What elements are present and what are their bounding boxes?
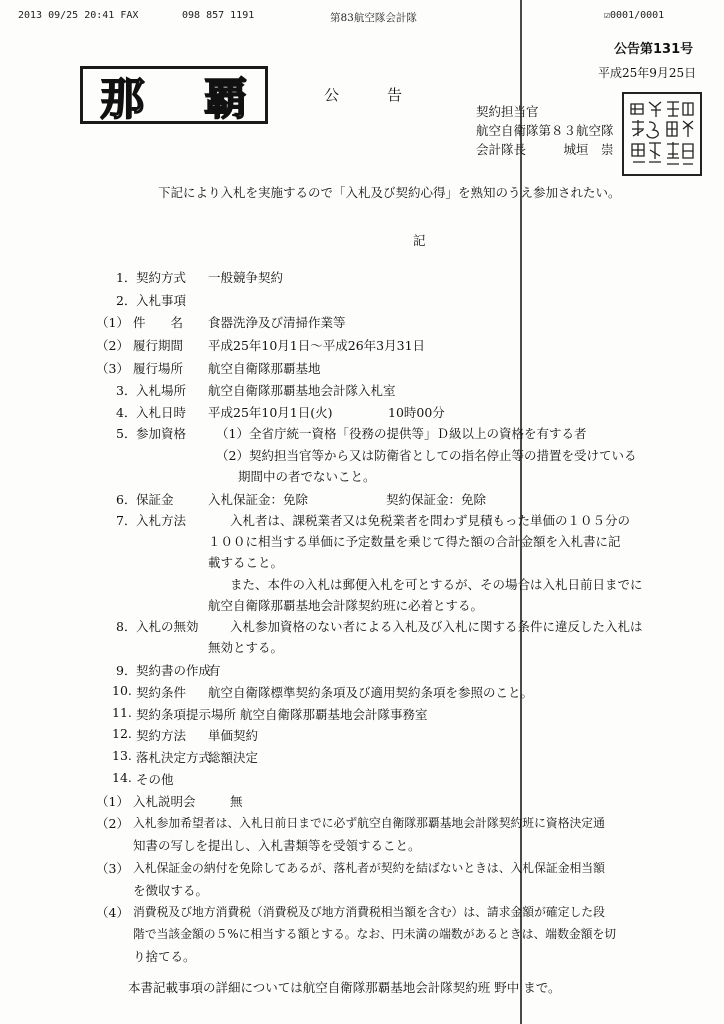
page-title: 公 告 [324, 86, 409, 104]
other-3-line-2: を徴収する。 [133, 883, 209, 898]
notice-number: 公告第131号 [614, 42, 694, 57]
item-13-value: 総額決定 [208, 750, 259, 765]
item-6-number: 6． [116, 492, 137, 507]
item-4-number: 4． [116, 405, 137, 420]
item-9-label: 契約書の作成 [136, 663, 212, 678]
sub-2-number: （2） [96, 338, 129, 353]
item-1-value: 一般競争契約 [208, 270, 284, 285]
item-8-line-1: 入札参加資格のない者による入札及び入札に関する条件に違反した入札は [230, 619, 643, 634]
fax-datetime: 2013 09/25 20:41 FAX [18, 10, 139, 21]
item-4-time: 10時00分 [388, 405, 445, 420]
item-14-label: その他 [136, 772, 174, 787]
other-2-line-2: 知書の写しを提出し、入札書類等を受領すること。 [133, 838, 421, 853]
item-8-number: 8． [116, 619, 137, 634]
other-3-line-1: 入札保証金の納付を免除してあるが、落札者が契約を結ばないときは、入札保証金相当額 [133, 861, 605, 875]
item-8-label: 入札の無効 [136, 619, 199, 634]
other-4-number: （4） [96, 905, 129, 920]
item-7-line-4: また、本件の入札は郵便入札を可とするが、その場合は入札日前日までに [230, 577, 643, 592]
sub-2-value: 平成25年10月1日～平成26年3月31日 [208, 338, 426, 353]
item-4-label: 入札日時 [136, 405, 187, 420]
issuer-title: 契約担当官 [476, 104, 539, 119]
item-5-label: 参加資格 [136, 426, 187, 441]
item-1-label: 契約方式 [136, 270, 187, 285]
notice-date: 平成25年9月25日 [598, 66, 697, 80]
item-7-label: 入札方法 [136, 513, 187, 528]
official-seal [622, 92, 702, 176]
item-7-line-1: 入札者は、課税業者又は免税業者を問わず見積もった単価の１０５分の [230, 513, 631, 528]
other-4-line-3: り捨てる。 [133, 949, 196, 964]
item-11-value: 航空自衛隊那覇基地会計隊事務室 [240, 707, 428, 722]
item-9-number: 9． [116, 663, 137, 678]
fax-number: 098 857 1191 [182, 10, 255, 21]
item-8-line-2: 無効とする。 [208, 640, 284, 655]
item-2-number: 2． [116, 293, 137, 308]
item-12-value: 単価契約 [208, 728, 259, 743]
seal-icon [627, 98, 697, 170]
closing-text: 本書記載事項の詳細については航空自衛隊那覇基地会計隊契約班 野中 まで。 [128, 980, 561, 995]
ki-heading: 記 [413, 233, 426, 248]
other-2-line-1: 入札参加希望者は、入札日前日までに必ず航空自衛隊那覇基地会計隊契約班に資格決定通 [133, 816, 605, 830]
item-7-line-3: 載すること。 [208, 555, 284, 570]
item-14-number: 14. [112, 770, 132, 785]
sub-3-value: 航空自衛隊那覇基地 [208, 361, 321, 376]
issuer-name: 会計隊長 城垣 崇 [476, 142, 614, 157]
item-3-label: 入札場所 [136, 383, 187, 398]
intro-text: 下記により入札を実施するので「入札及び契約心得」を熟知のうえ参加されたい。 [158, 185, 621, 200]
item-7-line-5: 航空自衛隊那覇基地会計隊契約班に必着とする。 [208, 598, 484, 613]
sub-1-number: （1） [96, 315, 129, 330]
item-13-label: 落札決定方式 [136, 750, 212, 765]
item-10-label: 契約条件 [136, 685, 187, 700]
item-4-value: 平成25年10月1日(火) [208, 405, 333, 420]
item-9-value: 有 [208, 663, 221, 678]
item-1-number: 1． [116, 270, 137, 285]
other-1-number: （1） [96, 794, 129, 809]
item-7-line-2: １００に相当する単価に予定数量を乗じて得た額の合計金額を入札書に記 [208, 534, 621, 549]
other-1-label: 入札説明会 [133, 794, 196, 809]
item-12-number: 12. [112, 726, 132, 741]
item-6-value-1: 入札保証金：免除 [208, 492, 309, 507]
issuer-org: 航空自衛隊第８３航空隊 [476, 123, 614, 138]
item-7-number: 7． [116, 513, 137, 528]
fax-sender: 第83航空隊会計隊 [330, 12, 417, 24]
item-5-line-1: （1）全省庁統一資格「役務の提供等」Ｄ級以上の資格を有する者 [216, 426, 587, 441]
fax-page-count: ☑0001/0001 [604, 10, 665, 21]
item-11-label: 契約条項提示場所 [136, 707, 237, 722]
sub-1-value: 食器洗浄及び清掃作業等 [208, 315, 346, 330]
naha-stamp-text: 那 覇 [100, 74, 270, 125]
sub-3-label: 履行場所 [133, 361, 184, 376]
other-2-number: （2） [96, 816, 129, 831]
naha-stamp [80, 66, 268, 124]
item-10-value: 航空自衛隊標準契約条項及び適用契約条項を参照のこと。 [208, 685, 534, 700]
other-1-value: 無 [230, 794, 243, 809]
sub-3-number: （3） [96, 361, 129, 376]
sub-1-label: 件 名 [133, 315, 184, 330]
item-12-label: 契約方法 [136, 728, 187, 743]
other-3-number: （3） [96, 861, 129, 876]
sub-2-label: 履行期間 [133, 338, 184, 353]
item-6-label: 保証金 [136, 492, 174, 507]
item-3-number: 3． [116, 383, 137, 398]
item-3-value: 航空自衛隊那覇基地会計隊入札室 [208, 383, 396, 398]
item-13-number: 13. [112, 748, 132, 763]
item-2-label: 入札事項 [136, 293, 187, 308]
item-11-number: 11. [112, 705, 132, 720]
item-5-line-2: （2）契約担当官等から又は防衛省としての指名停止等の措置を受けている [216, 448, 637, 463]
other-4-line-1: 消費税及び地方消費税（消費税及び地方消費税相当額を含む）は、請求金額が確定した段 [133, 905, 605, 919]
item-5-number: 5． [116, 426, 137, 441]
item-10-number: 10. [112, 683, 132, 698]
other-4-line-2: 階で当該金額の５%に相当する額とする。なお、円未満の端数があるときは、端数金額を切 [133, 927, 617, 941]
item-5-line-3: 期間中の者でないこと。 [238, 469, 376, 484]
item-6-value-2: 契約保証金：免除 [386, 492, 487, 507]
